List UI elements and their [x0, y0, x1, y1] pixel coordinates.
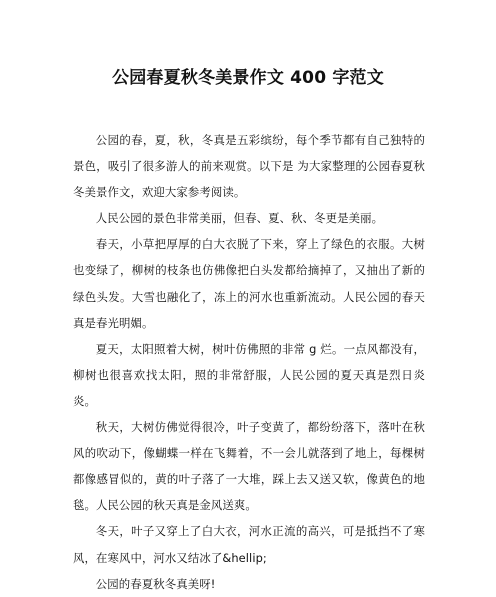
paragraph-summer: 夏天，太阳照着大树，树叶仿佛照的非常 g 烂。一点风都没有，柳树也很喜欢找太阳，照的非常舒服，人民公园的夏天真是烈日炎炎。 [73, 341, 425, 408]
paragraph-overview: 人民公园的景色非常美丽，但春、夏、秋、冬更是美丽。 [95, 211, 384, 226]
paragraph-closing: 公园的春夏秋冬真美呀! [95, 576, 216, 591]
document-body [73, 127, 425, 597]
paragraph-spring: 春天，小草把厚厚的白大衣脱了下来，穿上了绿色的衣服。大树也变绿了，柳树的枝条也仿佛像把白头发都给摘掉了，又抽出了新的绿色头发。大雪也融化了，冻上的河水也重新流动。人民公园的春天真是春光明媚。 [73, 237, 425, 330]
paragraph-winter: 冬天，叶子又穿上了白大衣，河水正流的高兴，可是抵挡不了寒风，在寒风中，河水又结冰了&hellip; [73, 524, 425, 565]
paragraph-autumn: 秋天，大树仿佛觉得很冷，叶子变黄了，都纷纷落下，落叶在秋风的吹动下，像蝴蝶一样在飞舞着，不一会儿就落到了地上，每棵树都像感冒似的，黄的叶子落了一大堆，踩上去又送又软，像黄色的地毯。人民公园的秋天真是金风送爽。 [73, 420, 425, 513]
document-title: 公园春夏秋冬美景作文 400 字范文 [112, 68, 384, 88]
paragraph-intro: 公园的春，夏，秋，冬真是五彩缤纷，每个季节都有自己独特的景色，吸引了很多游人的前来观赏。以下是 为大家整理的公园春夏秋冬美景作文，欢迎大家参考阅读。 [73, 133, 425, 200]
